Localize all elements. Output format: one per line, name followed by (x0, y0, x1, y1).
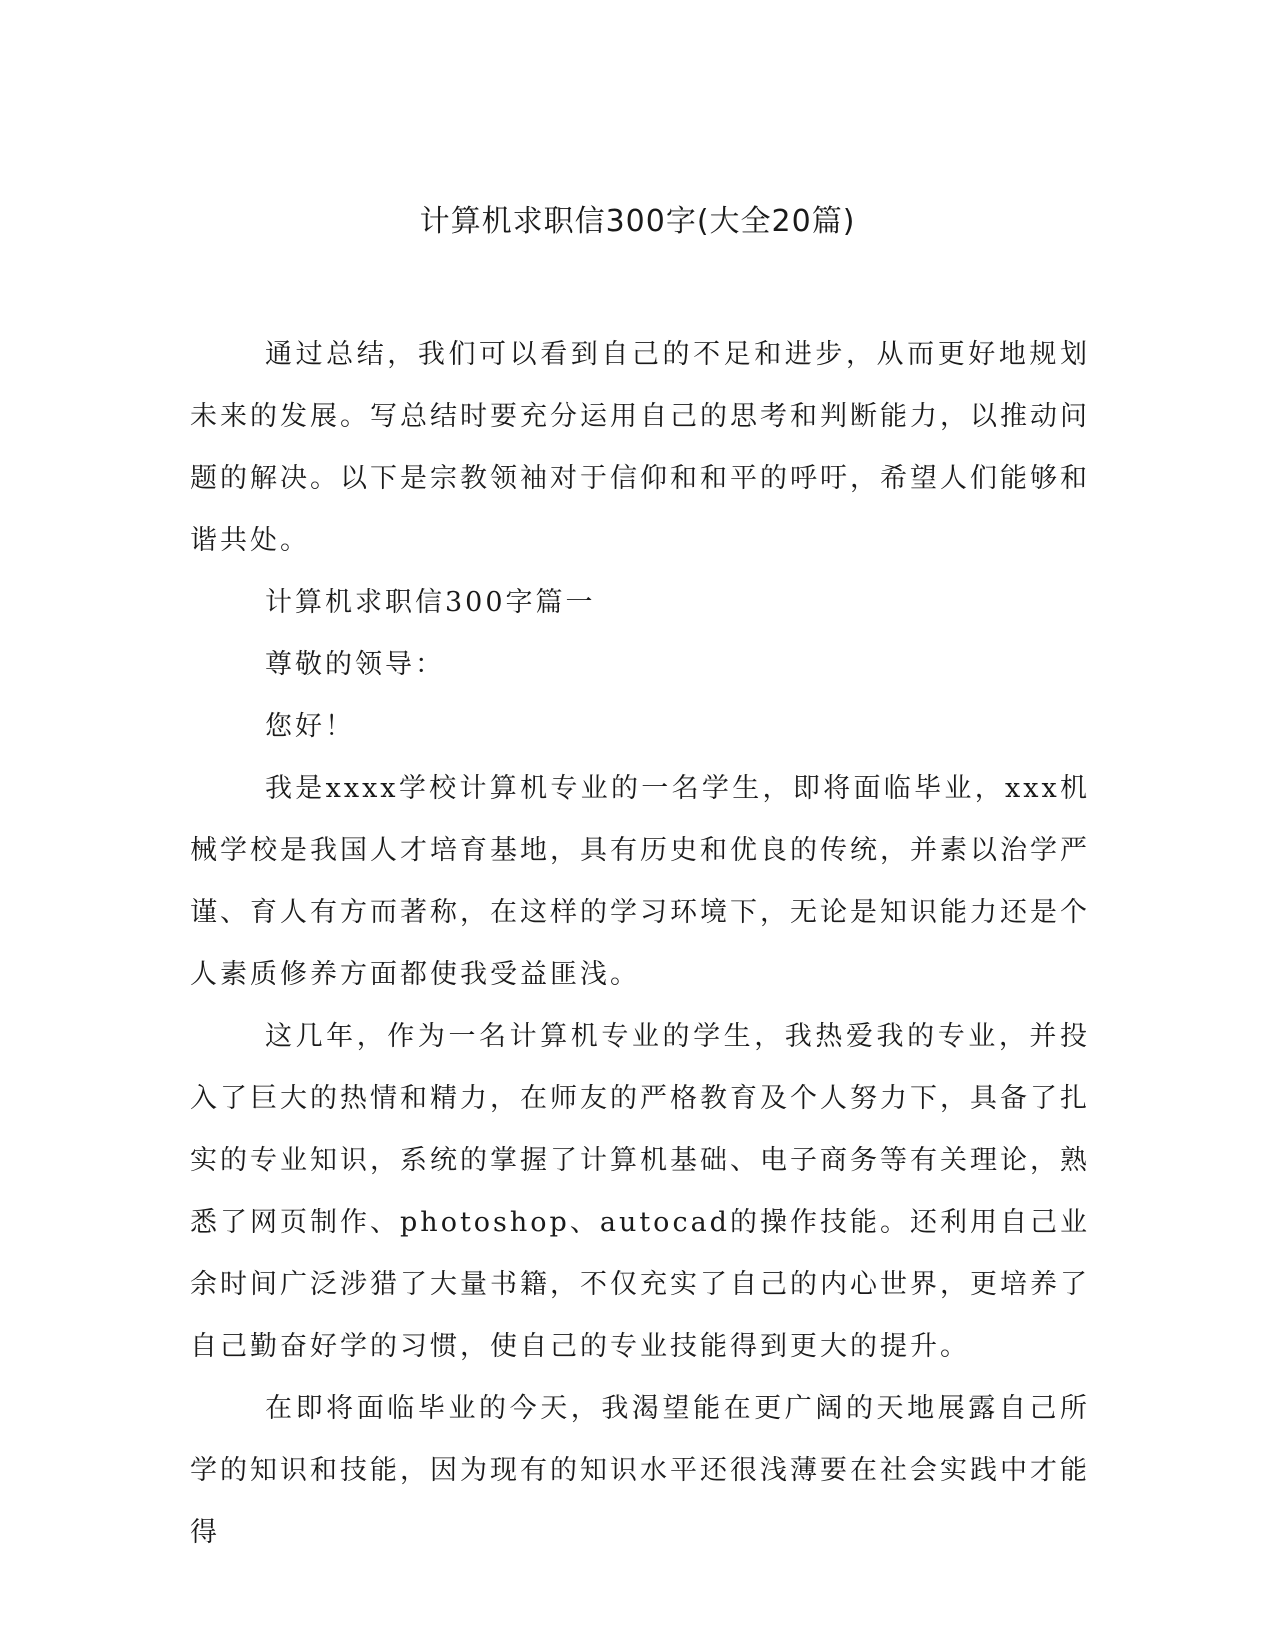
document-body (190, 324, 1090, 1564)
document-title: 计算机求职信300字(大全20篇) (419, 204, 856, 239)
letter-salutation: 尊敬的领导： (265, 649, 445, 680)
paragraph-aspiration: 在即将面临毕业的今天，我渴望能在更广阔的天地展露自己所学的知识和技能，因为现有的知识水平还很浅薄要在社会实践中才能得 (190, 1393, 1090, 1548)
paragraph-skills: 这几年，作为一名计算机专业的学生，我热爱我的专业，并投入了巨大的热情和精力，在师友的严格教育及个人努力下，具备了扎实的专业知识，系统的掌握了计算机基础、电子商务等有关理论，熟悉了网页制作、photoshop、autocad的操作技能。还利用自己业余时间广泛涉猎了大量书籍，不仅充实了自己的内心世界，更培养了自己勤奋好学的习惯，使自己的专业技能得到更大的提升。 (190, 1021, 1090, 1362)
paragraph-self-introduction: 我是xxxx学校计算机专业的一名学生，即将面临毕业，xxx机械学校是我国人才培育基地，具有历史和优良的传统，并素以治学严谨、育人有方而著称，在这样的学习环境下，无论是知识能力还是个人素质修养方面都使我受益匪浅。 (190, 773, 1090, 990)
paragraph-intro: 通过总结，我们可以看到自己的不足和进步，从而更好地规划未来的发展。写总结时要充分运用自己的思考和判断能力，以推动问题的解决。以下是宗教领袖对于信仰和和平的呼吁，希望人们能够和谐共处。 (190, 339, 1090, 556)
section-heading: 计算机求职信300字篇一 (265, 587, 596, 618)
letter-greeting: 您好！ (265, 711, 355, 742)
